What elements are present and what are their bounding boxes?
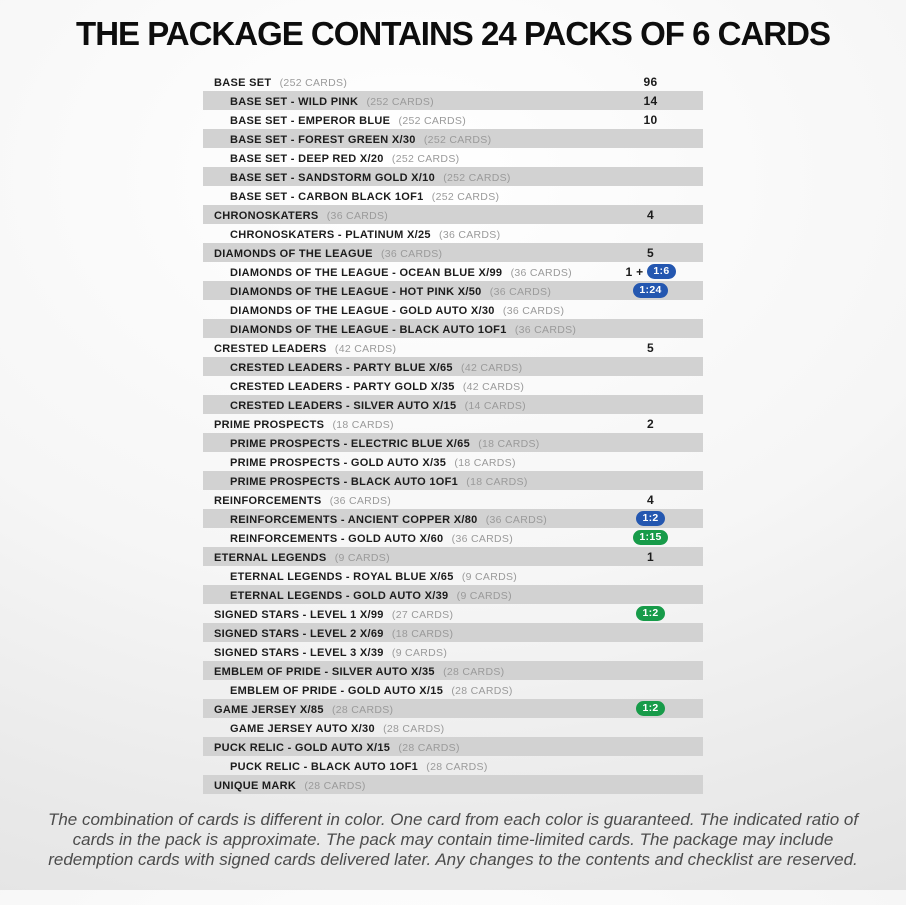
row-value xyxy=(598,417,703,431)
row-labels xyxy=(203,719,598,737)
row-value xyxy=(598,550,703,564)
row-card-count: (252 CARDS) xyxy=(363,95,434,108)
row-labels xyxy=(203,396,598,414)
row-labels xyxy=(203,339,598,357)
row-count: 5 xyxy=(647,340,654,355)
row-labels xyxy=(203,206,598,224)
row-label: UNIQUE MARK xyxy=(214,779,297,792)
row-card-count: (252 CARDS) xyxy=(388,152,460,165)
row-card-count: (36 CARDS) xyxy=(448,532,513,545)
row-label: CHRONOSKATERS - PLATINUM X/25 xyxy=(230,228,431,241)
row-label: ETERNAL LEGENDS xyxy=(214,551,327,564)
row-card-count: (42 CARDS) xyxy=(459,380,525,393)
row-label: BASE SET xyxy=(214,76,272,89)
table-row xyxy=(203,338,703,357)
row-labels xyxy=(203,377,598,395)
row-card-count: (18 CARDS) xyxy=(329,418,394,431)
row-labels xyxy=(203,358,598,376)
row-label: EMBLEM OF PRIDE - SILVER AUTO X/35 xyxy=(214,665,435,678)
row-labels xyxy=(203,700,598,718)
row-card-count: (252 CARDS) xyxy=(420,133,492,146)
row-count: 1 xyxy=(647,549,654,564)
row-label: SIGNED STARS - LEVEL 2 X/69 xyxy=(214,627,384,640)
package-contents-page xyxy=(0,15,906,905)
row-card-count: (36 CARDS) xyxy=(326,494,392,507)
table-row xyxy=(203,490,703,509)
row-card-count: (36 CARDS) xyxy=(323,209,389,222)
row-label: ETERNAL LEGENDS - ROYAL BLUE X/65 xyxy=(230,570,454,583)
row-count: 14 xyxy=(643,93,658,108)
row-labels xyxy=(203,415,598,433)
row-label: PUCK RELIC - BLACK AUTO 1OF1 xyxy=(230,760,419,773)
row-labels xyxy=(203,111,598,129)
row-value xyxy=(598,264,703,279)
row-card-count: (18 CARDS) xyxy=(451,456,516,469)
row-labels xyxy=(203,130,598,148)
disclaimer-text xyxy=(0,810,906,870)
row-label: DIAMONDS OF THE LEAGUE xyxy=(214,247,373,260)
row-label: REINFORCEMENTS xyxy=(214,494,322,507)
table-row xyxy=(203,357,703,376)
row-card-count: (28 CARDS) xyxy=(439,665,505,678)
row-labels xyxy=(203,681,598,699)
row-card-count: (28 CARDS) xyxy=(448,684,513,697)
row-card-count: (18 CARDS) xyxy=(475,437,540,450)
row-label: CHRONOSKATERS xyxy=(214,209,319,222)
row-count-prefix: 1 + xyxy=(625,264,644,279)
row-card-count: (252 CARDS) xyxy=(440,171,511,184)
disclaimer-line: The combination of cards is different in color. One card from each color is guaranteed. The indicated ratio of xyxy=(47,810,859,829)
row-value xyxy=(598,530,703,545)
table-row xyxy=(203,224,703,243)
row-card-count: (9 CARDS) xyxy=(331,551,390,564)
table-row xyxy=(203,737,703,756)
row-labels xyxy=(203,548,598,566)
row-value xyxy=(598,493,703,507)
table-row xyxy=(203,243,703,262)
table-row xyxy=(203,205,703,224)
row-label: CRESTED LEADERS - PARTY GOLD X/35 xyxy=(230,380,455,393)
page-title: THE PACKAGE CONTAINS 24 PACKS OF 6 CARDS xyxy=(76,15,830,52)
row-count: 96 xyxy=(643,74,658,89)
row-labels xyxy=(203,738,598,756)
row-card-count: (14 CARDS) xyxy=(461,399,526,412)
row-value xyxy=(598,606,703,621)
row-label: PRIME PROSPECTS - BLACK AUTO 1OF1 xyxy=(230,475,459,488)
row-count: 2 xyxy=(647,416,654,431)
table-row xyxy=(203,281,703,300)
table-row xyxy=(203,300,703,319)
row-card-count: (18 CARDS) xyxy=(388,627,454,640)
row-label: SIGNED STARS - LEVEL 1 X/99 xyxy=(214,608,384,621)
table-row xyxy=(203,585,703,604)
table-row xyxy=(203,262,703,281)
table-row xyxy=(203,91,703,110)
row-label: CRESTED LEADERS xyxy=(214,342,327,355)
row-value xyxy=(598,75,703,89)
row-value xyxy=(598,208,703,222)
table-row xyxy=(203,148,703,167)
row-value xyxy=(598,246,703,260)
row-label: BASE SET - WILD PINK xyxy=(230,95,359,108)
table-row xyxy=(203,566,703,585)
table-row xyxy=(203,471,703,490)
row-label: CRESTED LEADERS - SILVER AUTO X/15 xyxy=(230,399,457,412)
row-value xyxy=(598,283,703,298)
row-label: PUCK RELIC - GOLD AUTO X/15 xyxy=(214,741,391,754)
row-label: PRIME PROSPECTS xyxy=(214,418,325,431)
row-card-count: (28 CARDS) xyxy=(423,760,488,773)
row-label: SIGNED STARS - LEVEL 3 X/39 xyxy=(214,646,384,659)
ratio-badge: 1:6 xyxy=(647,264,675,279)
table-row xyxy=(203,414,703,433)
ratio-badge: 1:24 xyxy=(633,283,667,298)
row-labels xyxy=(203,776,598,794)
ratio-badge: 1:2 xyxy=(636,511,664,526)
table-row xyxy=(203,319,703,338)
row-label: CRESTED LEADERS - PARTY BLUE X/65 xyxy=(230,361,453,374)
row-card-count: (252 CARDS) xyxy=(428,190,500,203)
table-row xyxy=(203,604,703,623)
table-row xyxy=(203,680,703,699)
row-card-count: (28 CARDS) xyxy=(395,741,460,754)
row-card-count: (36 CARDS) xyxy=(482,513,548,526)
row-label: DIAMONDS OF THE LEAGUE - HOT PINK X/50 xyxy=(230,285,482,298)
row-card-count: (28 CARDS) xyxy=(328,703,394,716)
table-row xyxy=(203,72,703,91)
row-count: 10 xyxy=(643,112,658,127)
row-card-count: (9 CARDS) xyxy=(453,589,512,602)
row-labels xyxy=(203,225,598,243)
row-card-count: (36 CARDS) xyxy=(499,304,565,317)
row-card-count: (36 CARDS) xyxy=(435,228,501,241)
row-labels xyxy=(203,149,598,167)
row-labels xyxy=(203,529,598,547)
row-card-count: (28 CARDS) xyxy=(301,779,366,792)
row-count: 4 xyxy=(647,207,654,222)
row-value xyxy=(598,113,703,127)
row-labels xyxy=(203,244,598,262)
row-labels xyxy=(203,586,598,604)
row-label: ETERNAL LEGENDS - GOLD AUTO X/39 xyxy=(230,589,449,602)
row-label: BASE SET - SANDSTORM GOLD X/10 xyxy=(230,171,435,184)
row-card-count: (36 CARDS) xyxy=(511,323,577,336)
row-label: DIAMONDS OF THE LEAGUE - GOLD AUTO X/30 xyxy=(230,304,495,317)
row-labels xyxy=(203,263,598,281)
row-value xyxy=(598,94,703,108)
row-count: 5 xyxy=(647,245,654,260)
row-card-count: (28 CARDS) xyxy=(379,722,445,735)
table-row xyxy=(203,661,703,680)
table-row xyxy=(203,110,703,129)
table-row xyxy=(203,167,703,186)
row-count: 4 xyxy=(647,492,654,507)
table-row xyxy=(203,642,703,661)
disclaimer-line: cards in the pack is approximate. The pack may contain time-limited cards. The package may include xyxy=(72,830,834,849)
row-value xyxy=(598,341,703,355)
row-labels xyxy=(203,453,598,471)
row-label: BASE SET - EMPEROR BLUE xyxy=(230,114,391,127)
row-label: GAME JERSEY AUTO X/30 xyxy=(230,722,375,735)
row-labels xyxy=(203,472,598,490)
row-label: GAME JERSEY X/85 xyxy=(214,703,324,716)
row-card-count: (252 CARDS) xyxy=(395,114,467,127)
table-row xyxy=(203,528,703,547)
row-label: DIAMONDS OF THE LEAGUE - OCEAN BLUE X/99 xyxy=(230,266,503,279)
row-label: REINFORCEMENTS - GOLD AUTO X/60 xyxy=(230,532,444,545)
row-card-count: (27 CARDS) xyxy=(388,608,454,621)
table-row xyxy=(203,756,703,775)
ratio-badge: 1:2 xyxy=(636,606,664,621)
row-card-count: (36 CARDS) xyxy=(377,247,443,260)
table-row xyxy=(203,395,703,414)
row-value xyxy=(598,701,703,716)
row-card-count: (252 CARDS) xyxy=(276,76,348,89)
row-card-count: (9 CARDS) xyxy=(388,646,448,659)
row-labels xyxy=(203,643,598,661)
row-labels xyxy=(203,73,598,91)
row-label: BASE SET - CARBON BLACK 1OF1 xyxy=(230,190,424,203)
table-row xyxy=(203,547,703,566)
row-labels xyxy=(203,567,598,585)
row-card-count: (36 CARDS) xyxy=(486,285,552,298)
row-labels xyxy=(203,491,598,509)
card-table xyxy=(203,72,703,794)
table-row xyxy=(203,452,703,471)
row-card-count: (42 CARDS) xyxy=(457,361,523,374)
table-row xyxy=(203,129,703,148)
row-label: PRIME PROSPECTS - GOLD AUTO X/35 xyxy=(230,456,447,469)
row-label: PRIME PROSPECTS - ELECTRIC BLUE X/65 xyxy=(230,437,471,450)
table-row xyxy=(203,775,703,794)
table-row xyxy=(203,376,703,395)
row-labels xyxy=(203,301,598,319)
row-value xyxy=(598,511,703,526)
table-row xyxy=(203,509,703,528)
row-card-count: (18 CARDS) xyxy=(463,475,528,488)
row-labels xyxy=(203,320,598,338)
row-labels xyxy=(203,605,598,623)
row-label: BASE SET - DEEP RED X/20 xyxy=(230,152,384,165)
table-row xyxy=(203,699,703,718)
ratio-badge: 1:15 xyxy=(633,530,667,545)
row-label: REINFORCEMENTS - ANCIENT COPPER X/80 xyxy=(230,513,478,526)
row-label: DIAMONDS OF THE LEAGUE - BLACK AUTO 1OF1 xyxy=(230,323,507,336)
row-labels xyxy=(203,168,598,186)
ratio-badge: 1:2 xyxy=(636,701,664,716)
row-labels xyxy=(203,510,598,528)
row-labels xyxy=(203,282,598,300)
row-labels xyxy=(203,92,598,110)
row-label: EMBLEM OF PRIDE - GOLD AUTO X/15 xyxy=(230,684,444,697)
row-labels xyxy=(203,434,598,452)
row-label: BASE SET - FOREST GREEN X/30 xyxy=(230,133,416,146)
row-labels xyxy=(203,662,598,680)
row-card-count: (36 CARDS) xyxy=(507,266,572,279)
row-labels xyxy=(203,624,598,642)
disclaimer-line: redemption cards with signed cards delivered later. Any changes to the contents and checklist are reserved. xyxy=(48,850,858,869)
row-labels xyxy=(203,187,598,205)
table-row xyxy=(203,718,703,737)
table-row xyxy=(203,433,703,452)
table-row xyxy=(203,623,703,642)
row-labels xyxy=(203,757,598,775)
row-card-count: (42 CARDS) xyxy=(331,342,397,355)
table-row xyxy=(203,186,703,205)
row-card-count: (9 CARDS) xyxy=(458,570,518,583)
